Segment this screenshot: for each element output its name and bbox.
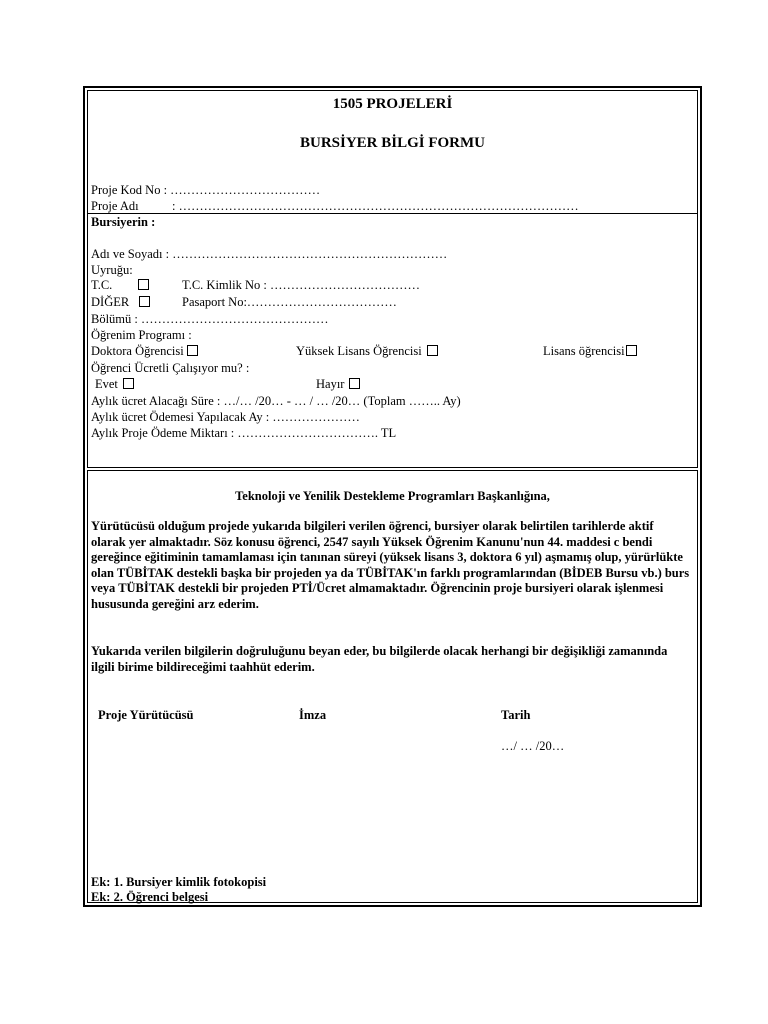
yuksek-lisans-option[interactable] [296, 344, 438, 359]
tc-checkbox[interactable] [135, 278, 149, 293]
proje-kod-no-field[interactable]: Proje Kod No : ……………………………… [91, 183, 321, 197]
evet-label: Evet [95, 377, 118, 391]
ucretli-calisiyor-label: Öğrenci Ücretli Çalışıyor mu? : [91, 361, 250, 375]
yuksek-lisans-checkbox[interactable] [427, 345, 438, 356]
doktora-label: Doktora Öğrencisi [91, 344, 184, 358]
yuksek-lisans-label: Yüksek Lisans Öğrencisi [296, 344, 422, 358]
bursiyer-heading: Bursiyerin : [91, 215, 156, 229]
form-subtitle: BURSİYER BİLGİ FORMU [299, 135, 486, 151]
diger-checkbox[interactable] [136, 295, 150, 310]
hayir-label: Hayır [316, 377, 345, 391]
bolumu-field[interactable]: Bölümü : ……………………………………… [91, 312, 329, 326]
evet-option[interactable] [95, 377, 134, 392]
sign-yurutucu-label: Proje Yürütücüsü [98, 708, 194, 722]
attachment-2: Ek: 2. Öğrenci belgesi [91, 890, 209, 904]
letter-addressee: Teknoloji ve Yenilik Destekleme Programları Başkanlığına, [235, 489, 550, 503]
hayir-checkbox[interactable] [349, 378, 360, 389]
evet-checkbox[interactable] [123, 378, 134, 389]
tarih-field[interactable]: …/ … /20… [501, 739, 565, 753]
proje-adi-field[interactable]: : …………………………………………………………………………………… [172, 199, 579, 213]
doktora-option[interactable] [91, 344, 198, 359]
ucret-ay-field[interactable]: Aylık ücret Ödemesi Yapılacak Ay : ………………… [91, 410, 360, 424]
odeme-miktari-field[interactable]: Aylık Proje Ödeme Miktarı : ……………………………. TL [91, 426, 397, 440]
uyrugu-label: Uyruğu: [91, 263, 133, 277]
adi-soyadi-field[interactable]: Adı ve Soyadı : ………………………………………………………… [91, 247, 448, 261]
lisans-checkbox[interactable] [626, 345, 637, 356]
pasaport-no-field[interactable]: Pasaport No:……………………………… [182, 295, 397, 309]
lisans-label: Lisans öğrencisi [543, 344, 625, 358]
doktora-checkbox[interactable] [187, 345, 198, 356]
proje-adi-label: Proje Adı [91, 199, 139, 213]
attachment-1: Ek: 1. Bursiyer kimlik fotokopisi [91, 875, 267, 889]
ucret-sure-field[interactable]: Aylık ücret Alacağı Süre : …/… /20… - … / … /20… (Toplam …….. Ay) [91, 394, 461, 408]
tc-label: T.C. [91, 278, 113, 292]
sign-tarih-label: Tarih [501, 708, 531, 722]
tc-kimlik-no-field[interactable]: T.C. Kimlik No : ……………………………… [182, 278, 420, 292]
diger-label: DİĞER [91, 295, 130, 309]
letter-paragraph-1: Yürütücüsü olduğum projede yukarıda bilgileri verilen öğrenci, bursiyer olarak belirtilen tarihlerde aktif olarak yer almaktadır. Söz konusu öğrenci, 2547 sayılı Yüksek Öğrenim Kanunu'nun 44. maddesi c bendi gereğince eğitiminin tamamlaması için tanınan süreyi (yüksek lisans 3, doktora 6 yıl) aşmamış olup, yürürlükte olan TÜBİTAK destekli başka bir projeden ya da TÜBİTAK'ın farklı programlarından (BİDEB Bursu vb.) burs veya TÜBİTAK destekli bir projeden PTİ/Ücret almamaktadır. Öğrencinin proje bursiyeri olarak işlenmesi hususunda gereğini arz ederim. [91, 519, 690, 611]
ogrenim-programi-label: Öğrenim Programı : [91, 328, 192, 342]
sign-imza-label: İmza [299, 708, 327, 722]
lisans-option[interactable] [543, 344, 637, 359]
letter-paragraph-2: Yukarıda verilen bilgilerin doğruluğunu beyan eder, bu bilgilerde olacak herhangi bir değişikliği zamanında ilgili birime bildireceğimi taahhüt ederim. [91, 644, 668, 674]
form-title: 1505 PROJELERİ [332, 96, 453, 112]
hayir-option[interactable] [316, 377, 360, 392]
